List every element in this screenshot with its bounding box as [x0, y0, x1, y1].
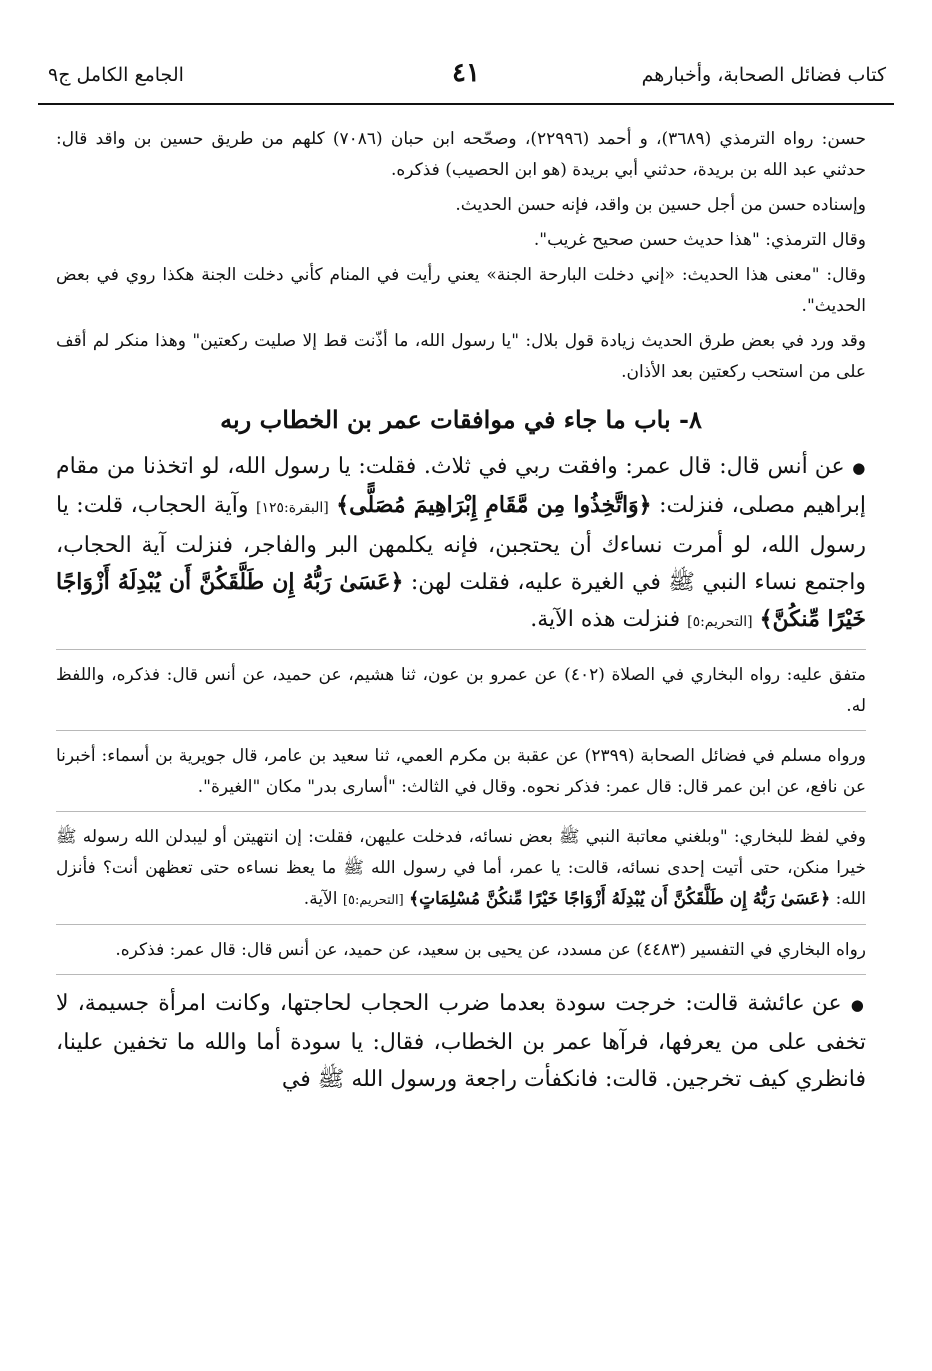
section-divider	[56, 974, 866, 975]
note-paragraph: حسن: رواه الترمذي (٣٦٨٩)، و أحمد (٢٢٩٩٦)، وصحّحه ابن حبان (٧٠٨٦) كلهم من طريق حسين بن واقد قال: حدثني عبد الله بن بريدة، حدثني أبي بريدة (هو ابن الحصيب) فذكره.	[56, 129, 867, 180]
note-paragraph: وإسناده حسن من أجل حسين بن واقد، فإنه حسن الحديث.	[455, 195, 866, 215]
section-divider	[56, 730, 866, 731]
verse-reference: [البقرة:١٢٥]	[255, 500, 329, 516]
note-text-part: وفي لفظ للبخاري: "وبلغني معاتبة النبي ﷺ بعض نسائه، فدخلت عليهن، فقلت: إن انتهيتن أو ليبدلن الله رسوله ﷺ خيرا منكن، حتى أتيت إحدى نسائه، قالت: يا عمر، أما في رسول الله ﷺ ما يعظ نساءه حتى تعظهن أنت؟ فأنزل الله:	[56, 827, 866, 909]
hadith-text	[56, 985, 866, 1098]
hadith-text-part: عن عائشة قالت: خرجت سودة بعدما ضرب الحجاب لحاجتها، وكانت امرأة جسيمة، لا تخفى على من يعرفها، فرآها عمر بن الخطاب، فقال: يا سودة أما والله ما تخفين علينا، فانظري كيف تخرجين. قالت: فانكفأت راجعة ورسول الله ﷺ في	[56, 991, 866, 1092]
note-text-part: الآية.	[303, 889, 338, 909]
section-divider	[56, 924, 866, 925]
note-paragraph: رواه البخاري في التفسير (٤٤٨٣) عن مسدد، عن يحيى بن سعيد، عن حميد، عن أنس قال: قال عمر: فذكره.	[115, 940, 866, 960]
hadith-text-part: فنزلت هذه الآية.	[530, 607, 681, 632]
verse-reference: [التحريم:٥]	[687, 614, 753, 630]
section-divider	[56, 811, 866, 812]
quran-verse: ﴿عَسَىٰ رَبُّهُ إِن طَلَّقَكُنَّ أَن يُبْدِلَهُ أَزْوَاجًا خَيْرًا مِّنكُنَّ﴾	[56, 569, 866, 632]
page-content	[56, 124, 866, 1102]
note-paragraph: وقال الترمذي: "هذا حديث حسن صحيح غريب".	[533, 230, 866, 250]
verse-reference: [التحريم:٥]	[342, 893, 404, 908]
bullet-icon: ●	[852, 459, 866, 477]
page-number: ٤١	[452, 58, 480, 88]
hadith-text-part: عن أنس قال: قال عمر: وافقت ربي في ثلاث. فقلت: يا رسول الله، لو اتخذنا من مقام إبراهيم مصلى، فنزلت:	[56, 454, 867, 518]
page-header	[34, 58, 898, 98]
note-paragraph: وقال: "معنى هذا الحديث: «إني دخلت البارحة الجنة» يعني رأيت في المنام كأني دخلت الجنة هكذا روي في بعض الحديث".	[56, 265, 866, 316]
header-book-title: كتاب فضائل الصحابة، وأخبارهم	[641, 64, 886, 86]
quran-verse: ﴿عَسَىٰ رَبُّهُ إِن طَلَّقَكُنَّ أَن يُبْدِلَهُ أَزْوَاجًا خَيْرًا مِّنكُنَّ مُسْلِمَاتٍ﴾	[409, 889, 831, 909]
hadith-text-part: وآية الحجاب، قلت: يا رسول الله، لو أمرت نساءك أن يحتجبن، فإنه يكلمهن البر والفاجر، فنزلت آية الحجاب، واجتمع نساء النبي ﷺ في الغيرة عليه، فقلت لهن:	[56, 493, 866, 595]
header-volume: الجامع الكامل ج٩	[48, 64, 184, 86]
quran-verse: ﴿وَاتَّخِذُوا مِن مَّقَامِ إِبْرَاهِيمَ مُصَلًّى﴾	[336, 492, 652, 518]
note-paragraph: وقد ورد في بعض طرق الحديث زيادة قول بلال: "يا رسول الله، ما أذّنت قط إلا صليت ركعتين" وهذا منكر لم أقف على من استحب ركعتين بعد الأذان.	[56, 331, 866, 382]
bullet-icon: ●	[850, 996, 866, 1014]
header-rule	[38, 103, 894, 105]
chapter-heading: ٨- باب ما جاء في موافقات عمر بن الخطاب ربه	[220, 405, 702, 434]
note-paragraph: ورواه مسلم في فضائل الصحابة (٢٣٩٩) عن عقبة بن مكرم العمي، ثنا سعيد بن عامر، قال جويرية بن أسماء: أخبرنا عن نافع، عن ابن عمر قال: قال عمر: فذكر نحوه. وقال في الثالث: "أسارى بدر" مكان "الغيرة".	[56, 746, 867, 797]
section-divider	[56, 649, 866, 650]
note-paragraph	[56, 822, 866, 916]
hadith-text	[56, 448, 866, 641]
note-paragraph: متفق عليه: رواه البخاري في الصلاة (٤٠٢) عن عمرو بن عون، ثنا هشيم، عن حميد، عن أنس قال: فذكره، واللفظ له.	[56, 665, 866, 716]
